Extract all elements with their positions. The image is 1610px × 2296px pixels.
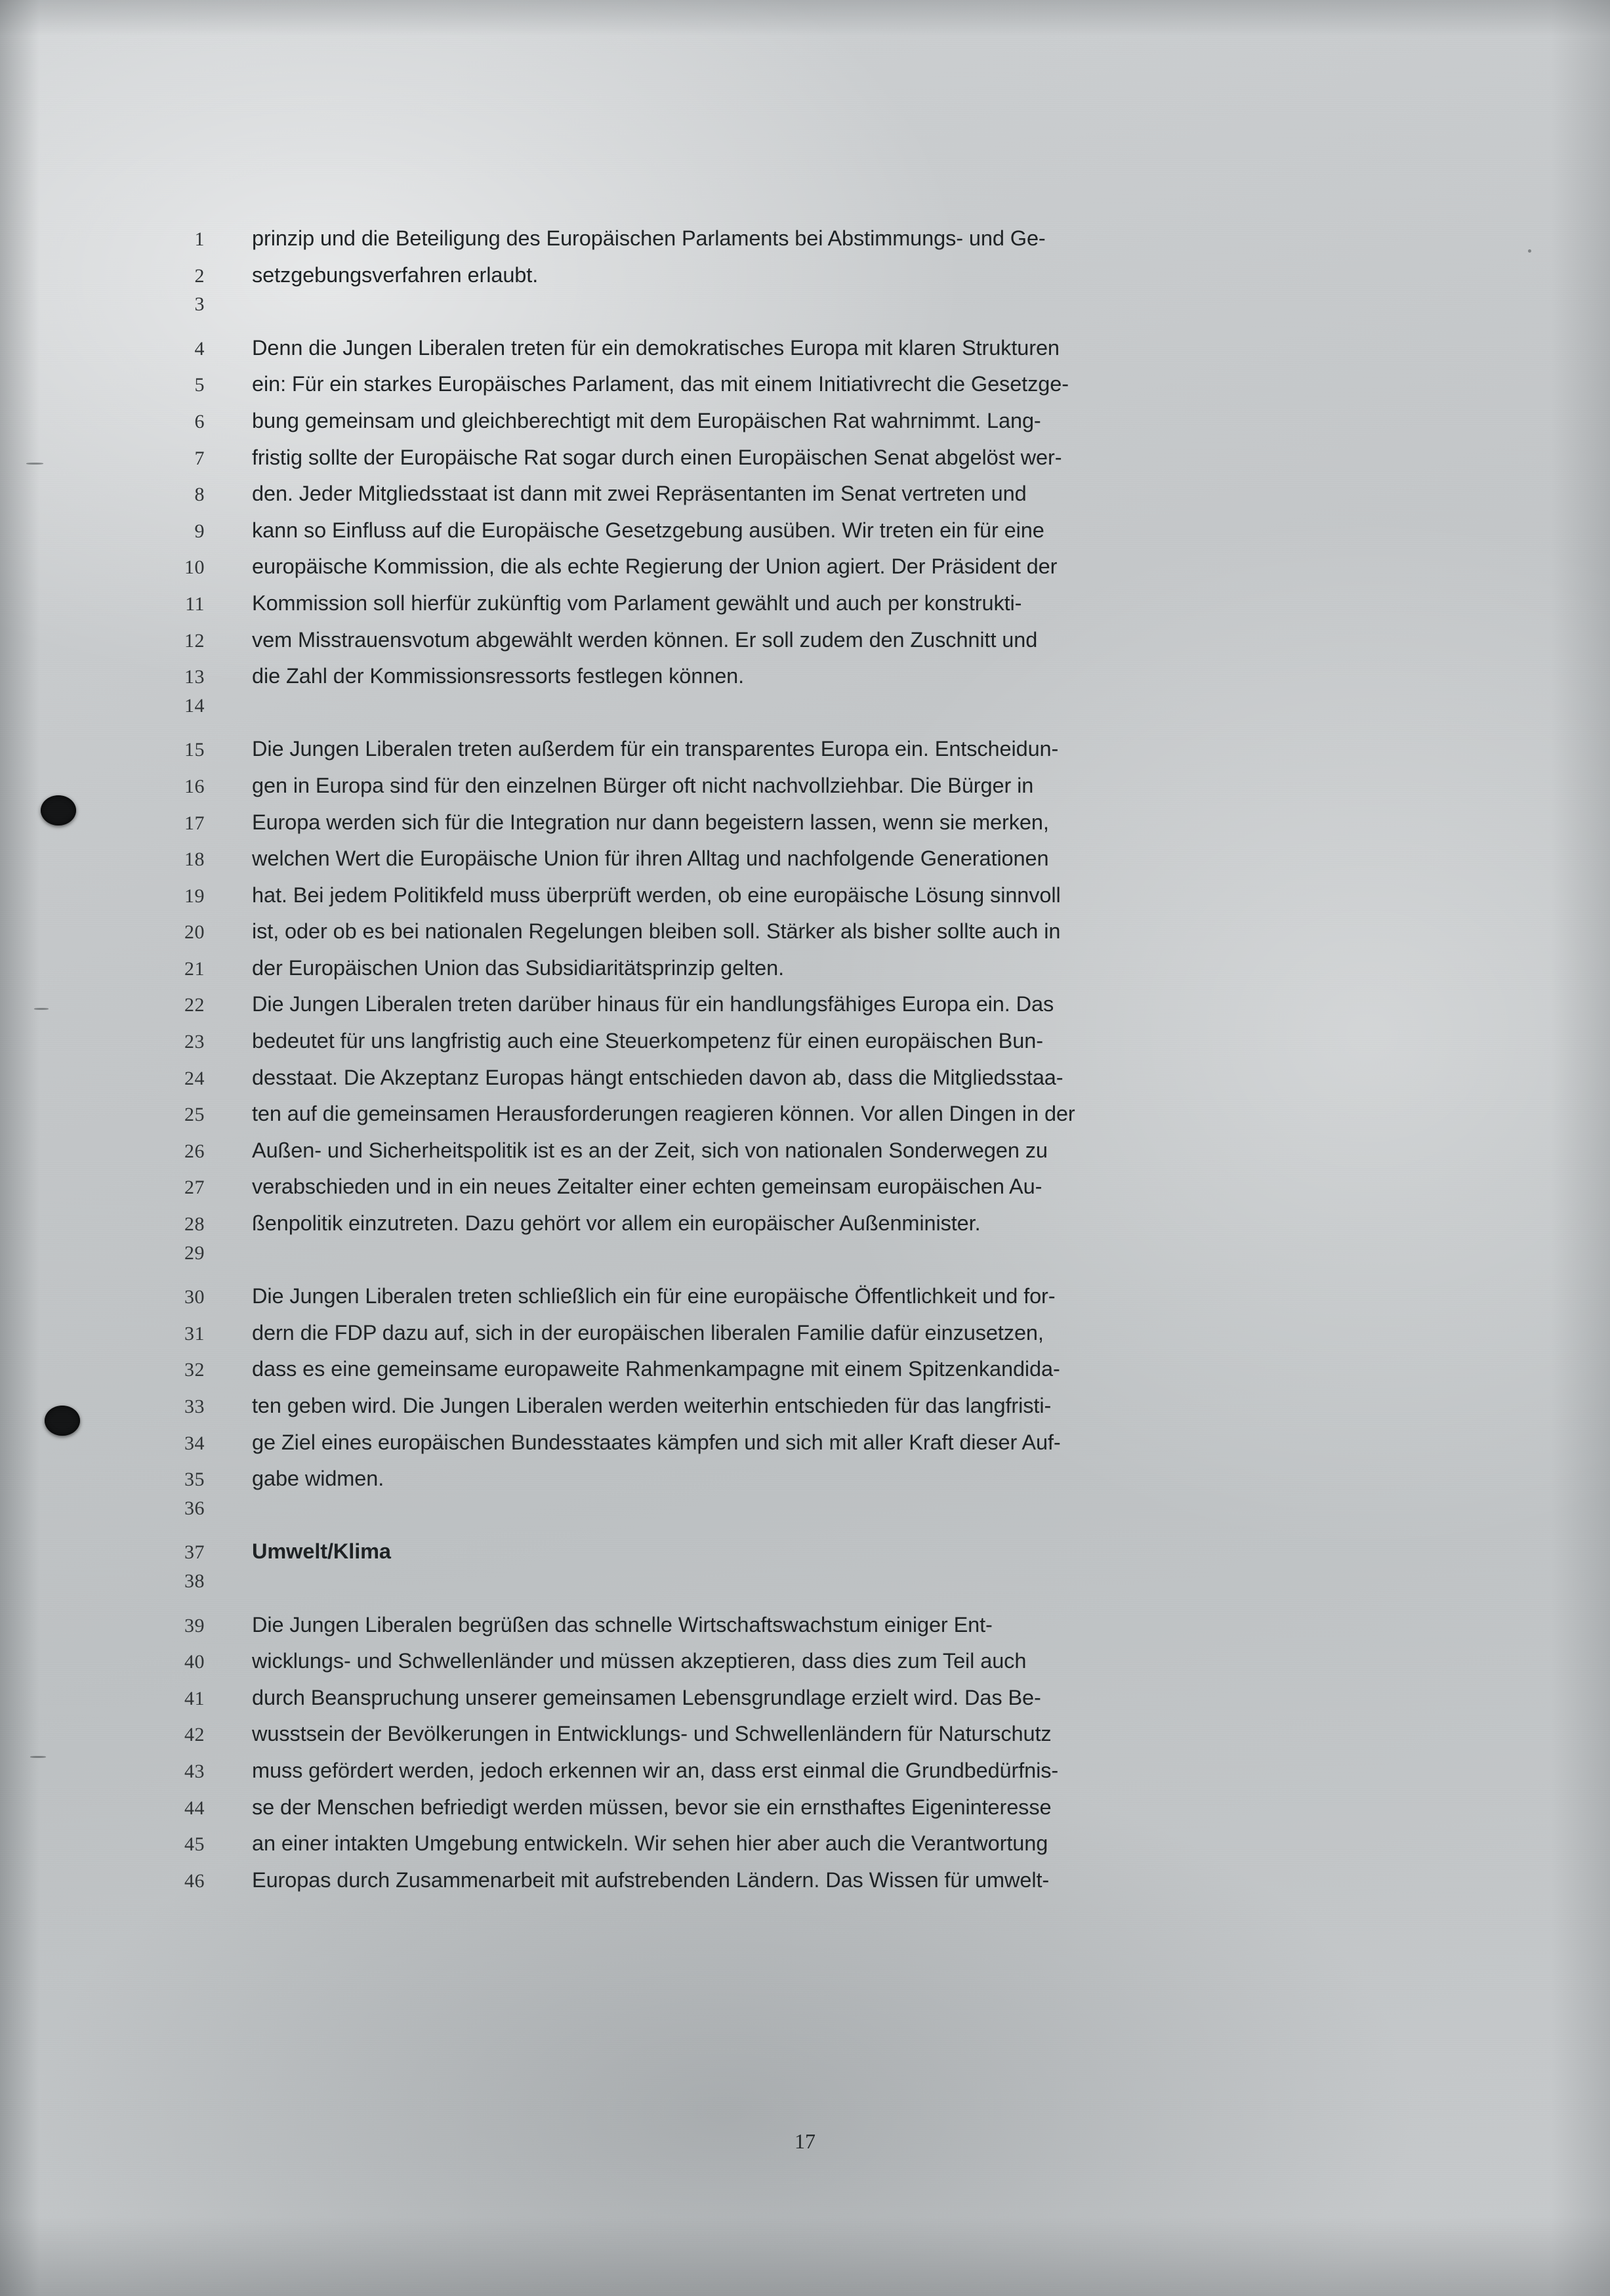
text-line: [144, 257, 1430, 294]
line-text: der Europäischen Union das Subsidiaritätsprinzip gelten.: [252, 955, 784, 980]
line-text: hat. Bei jedem Politikfeld muss überprüft werden, ob eine europäische Lösung sinnvoll: [252, 883, 1061, 907]
text-line: [144, 440, 1430, 476]
text-line: [144, 1425, 1430, 1461]
line-number: 1: [194, 228, 205, 250]
section-heading: Umwelt/Klima: [252, 1539, 391, 1564]
text-line: [144, 913, 1430, 950]
line-number: 3: [194, 293, 205, 316]
line-text: prinzip und die Beteiligung des Europäischen Parlaments bei Abstimmungs- und Ge-: [252, 226, 1046, 250]
line-number: 33: [184, 1396, 205, 1417]
text-line: [144, 1315, 1430, 1352]
line-number: 26: [184, 1140, 205, 1162]
line-number: 34: [184, 1432, 205, 1454]
line-text: muss gefördert werden, jedoch erkennen wir an, dass erst einmal die Grundbedürfnis-: [252, 1758, 1059, 1782]
text-line: [144, 804, 1430, 841]
text-line: [144, 1753, 1430, 1789]
line-number: 10: [184, 556, 205, 579]
line-number: 13: [184, 666, 205, 688]
line-number: 15: [184, 739, 205, 761]
line-number: 9: [194, 520, 205, 542]
line-number: 24: [184, 1067, 205, 1089]
line-number: 17: [184, 812, 205, 834]
line-number: 44: [184, 1797, 205, 1819]
text-line: [144, 1096, 1430, 1133]
line-number: 30: [184, 1286, 205, 1308]
line-text: Die Jungen Liberalen treten außerdem für ein transparentes Europa ein. Entscheidun-: [252, 737, 1059, 761]
text-line: [144, 695, 1430, 732]
text-line: [144, 1716, 1430, 1753]
line-text: Kommission soll hierfür zukünftig vom Parlament gewählt und auch per konstrukti-: [252, 591, 1022, 615]
line-number: 39: [184, 1614, 205, 1637]
text-line: [144, 1205, 1430, 1242]
line-number: 19: [184, 885, 205, 907]
page-number: 17: [795, 2129, 815, 2153]
line-number: 6: [194, 410, 205, 432]
line-text: bung gemeinsam und gleichberechtigt mit dem Europäischen Rat wahrnimmt. Lang-: [252, 408, 1041, 432]
line-number: 32: [184, 1359, 205, 1381]
line-number: 12: [184, 629, 205, 652]
text-line: [144, 330, 1430, 367]
line-number: 22: [184, 994, 205, 1016]
text-line: [144, 768, 1430, 804]
line-text: wusstsein der Bevölkerungen in Entwicklungs- und Schwellenländern für Naturschutz: [252, 1722, 1052, 1746]
line-number: 5: [194, 374, 205, 396]
line-text: Europas durch Zusammenarbeit mit aufstrebenden Ländern. Das Wissen für umwelt-: [252, 1868, 1050, 1892]
line-text: Europa werden sich für die Integration nur dann begeistern lassen, wenn sie merken,: [252, 810, 1049, 834]
line-number: 23: [184, 1031, 205, 1053]
line-number: 18: [184, 848, 205, 871]
line-text: vem Misstrauensvotum abgewählt werden können. Er soll zudem den Zuschnitt und: [252, 627, 1038, 652]
text-line: [144, 1826, 1430, 1862]
line-number: 2: [194, 264, 205, 287]
text-line: [144, 403, 1430, 440]
text-line: [144, 986, 1430, 1023]
line-text: gabe widmen.: [252, 1467, 384, 1491]
text-line: [144, 1388, 1430, 1425]
line-text: ist, oder ob es bei nationalen Regelungen bleiben soll. Stärker als bisher sollte auch in: [252, 919, 1061, 944]
text-line: [144, 1169, 1430, 1205]
line-text: Die Jungen Liberalen begrüßen das schnelle Wirtschaftswachstum einiger Ent-: [252, 1612, 993, 1637]
line-number: 28: [184, 1213, 205, 1236]
text-line: [144, 366, 1430, 403]
line-number: 29: [184, 1242, 205, 1264]
text-line: [144, 841, 1430, 877]
line-text: desstaat. Die Akzeptanz Europas hängt entschieden davon ab, dass die Mitgliedsstaa-: [252, 1065, 1063, 1089]
line-text: setzgebungsverfahren erlaubt.: [252, 262, 539, 287]
line-text: Außen- und Sicherheitspolitik ist es an der Zeit, sich von nationalen Sonderwegen zu: [252, 1138, 1048, 1162]
text-line: [144, 1060, 1430, 1096]
line-number: 4: [194, 337, 205, 360]
line-text: dern die FDP dazu auf, sich in der europäischen liberalen Familie dafür einzusetzen,: [252, 1320, 1044, 1345]
line-text: ten auf die gemeinsamen Herausforderungen reagieren können. Vor allen Dingen in der: [252, 1102, 1075, 1126]
line-text: wicklungs- und Schwellenländer und müssen akzeptieren, dass dies zum Teil auch: [252, 1649, 1027, 1673]
text-line: [144, 1570, 1430, 1607]
text-line: [144, 1497, 1430, 1534]
text-line: [144, 293, 1430, 330]
text-line: [144, 877, 1430, 914]
line-number: 11: [185, 593, 205, 615]
text-line: [144, 1643, 1430, 1680]
text-line: [144, 1133, 1430, 1169]
text-line: [144, 1461, 1430, 1497]
line-number: 35: [184, 1469, 205, 1491]
line-number: 20: [184, 921, 205, 944]
text-line: [144, 1789, 1430, 1826]
line-text: durch Beanspruchung unserer gemeinsamen Lebensgrundlage erzielt wird. Das Be-: [252, 1685, 1041, 1709]
line-number: 21: [184, 957, 205, 980]
text-line: [144, 950, 1430, 987]
text-line: [144, 1680, 1430, 1717]
line-number: 41: [184, 1687, 205, 1709]
numbered-text-lines: [144, 220, 1430, 1898]
text-line: [144, 476, 1430, 512]
line-number: 45: [184, 1833, 205, 1856]
line-text: welchen Wert die Europäische Union für ihren Alltag und nachfolgende Generationen: [252, 846, 1049, 871]
line-text: dass es eine gemeinsame europaweite Rahmenkampagne mit einem Spitzenkandida-: [252, 1357, 1060, 1381]
line-number: 37: [184, 1541, 205, 1564]
text-line: [144, 658, 1430, 695]
text-line: [144, 1023, 1430, 1060]
line-number: 38: [184, 1570, 205, 1592]
line-number: 16: [184, 775, 205, 797]
line-text: europäische Kommission, die als echte Regierung der Union agiert. Der Präsident der: [252, 554, 1058, 579]
line-text: gen in Europa sind für den einzelnen Bürger oft nicht nachvollziehbar. Die Bürger in: [252, 773, 1034, 797]
line-number: 40: [184, 1651, 205, 1673]
line-text: ein: Für ein starkes Europäisches Parlament, das mit einem Initiativrecht die Gesetzge-: [252, 372, 1069, 396]
line-text: se der Menschen befriedigt werden müssen, bevor sie ein ernsthaftes Eigeninteresse: [252, 1795, 1052, 1819]
line-number: 43: [184, 1760, 205, 1782]
line-text: an einer intakten Umgebung entwickeln. Wir sehen hier aber auch die Verantwortung: [252, 1831, 1048, 1856]
line-number: 14: [184, 694, 205, 717]
line-text: ge Ziel eines europäischen Bundesstaates kämpfen und sich mit aller Kraft dieser Auf-: [252, 1430, 1061, 1454]
line-text: Denn die Jungen Liberalen treten für ein demokratisches Europa mit klaren Strukturen: [252, 335, 1060, 360]
line-number: 27: [184, 1177, 205, 1199]
line-number: 31: [184, 1322, 205, 1345]
text-line: [144, 512, 1430, 549]
line-text: verabschieden und in ein neues Zeitalter einer echten gemeinsam europäischen Au-: [252, 1175, 1042, 1199]
text-line: [144, 1351, 1430, 1388]
line-text: bedeutet für uns langfristig auch eine Steuerkompetenz für einen europäischen Bun-: [252, 1029, 1043, 1053]
line-number: 7: [194, 447, 205, 469]
text-line: [144, 731, 1430, 768]
line-number: 36: [184, 1497, 205, 1519]
line-text: ten geben wird. Die Jungen Liberalen werden weiterhin entschieden für das langfristi-: [252, 1394, 1052, 1417]
line-text: Die Jungen Liberalen treten schließlich ein für eine europäische Öffentlichkeit und for-: [252, 1284, 1056, 1308]
text-line: [144, 585, 1430, 622]
line-text: kann so Einfluss auf die Europäische Gesetzgebung ausüben. Wir treten ein für eine: [252, 518, 1044, 542]
line-text: den. Jeder Mitgliedsstaat ist dann mit zwei Repräsentanten im Senat vertreten und: [252, 482, 1027, 506]
line-text: die Zahl der Kommissionsressorts festlegen können.: [252, 664, 745, 688]
line-number: 25: [184, 1104, 205, 1126]
text-line: [144, 549, 1430, 585]
line-text: fristig sollte der Europäische Rat sogar durch einen Europäischen Senat abgelöst wer-: [252, 445, 1062, 469]
line-number: 46: [184, 1869, 205, 1892]
line-text: ßenpolitik einzutreten. Dazu gehört vor allem ein europäischer Außenminister.: [252, 1211, 981, 1236]
text-line: [144, 1862, 1430, 1899]
line-number: 8: [194, 484, 205, 506]
text-line: [144, 622, 1430, 659]
line-number: 42: [184, 1724, 205, 1746]
text-line: [144, 1607, 1430, 1644]
line-text: Die Jungen Liberalen treten darüber hinaus für ein handlungsfähiges Europa ein. Das: [252, 992, 1054, 1016]
text-line: [144, 220, 1430, 257]
text-line: [144, 1242, 1430, 1279]
text-line: [144, 1534, 1430, 1570]
text-line: [144, 1278, 1430, 1315]
